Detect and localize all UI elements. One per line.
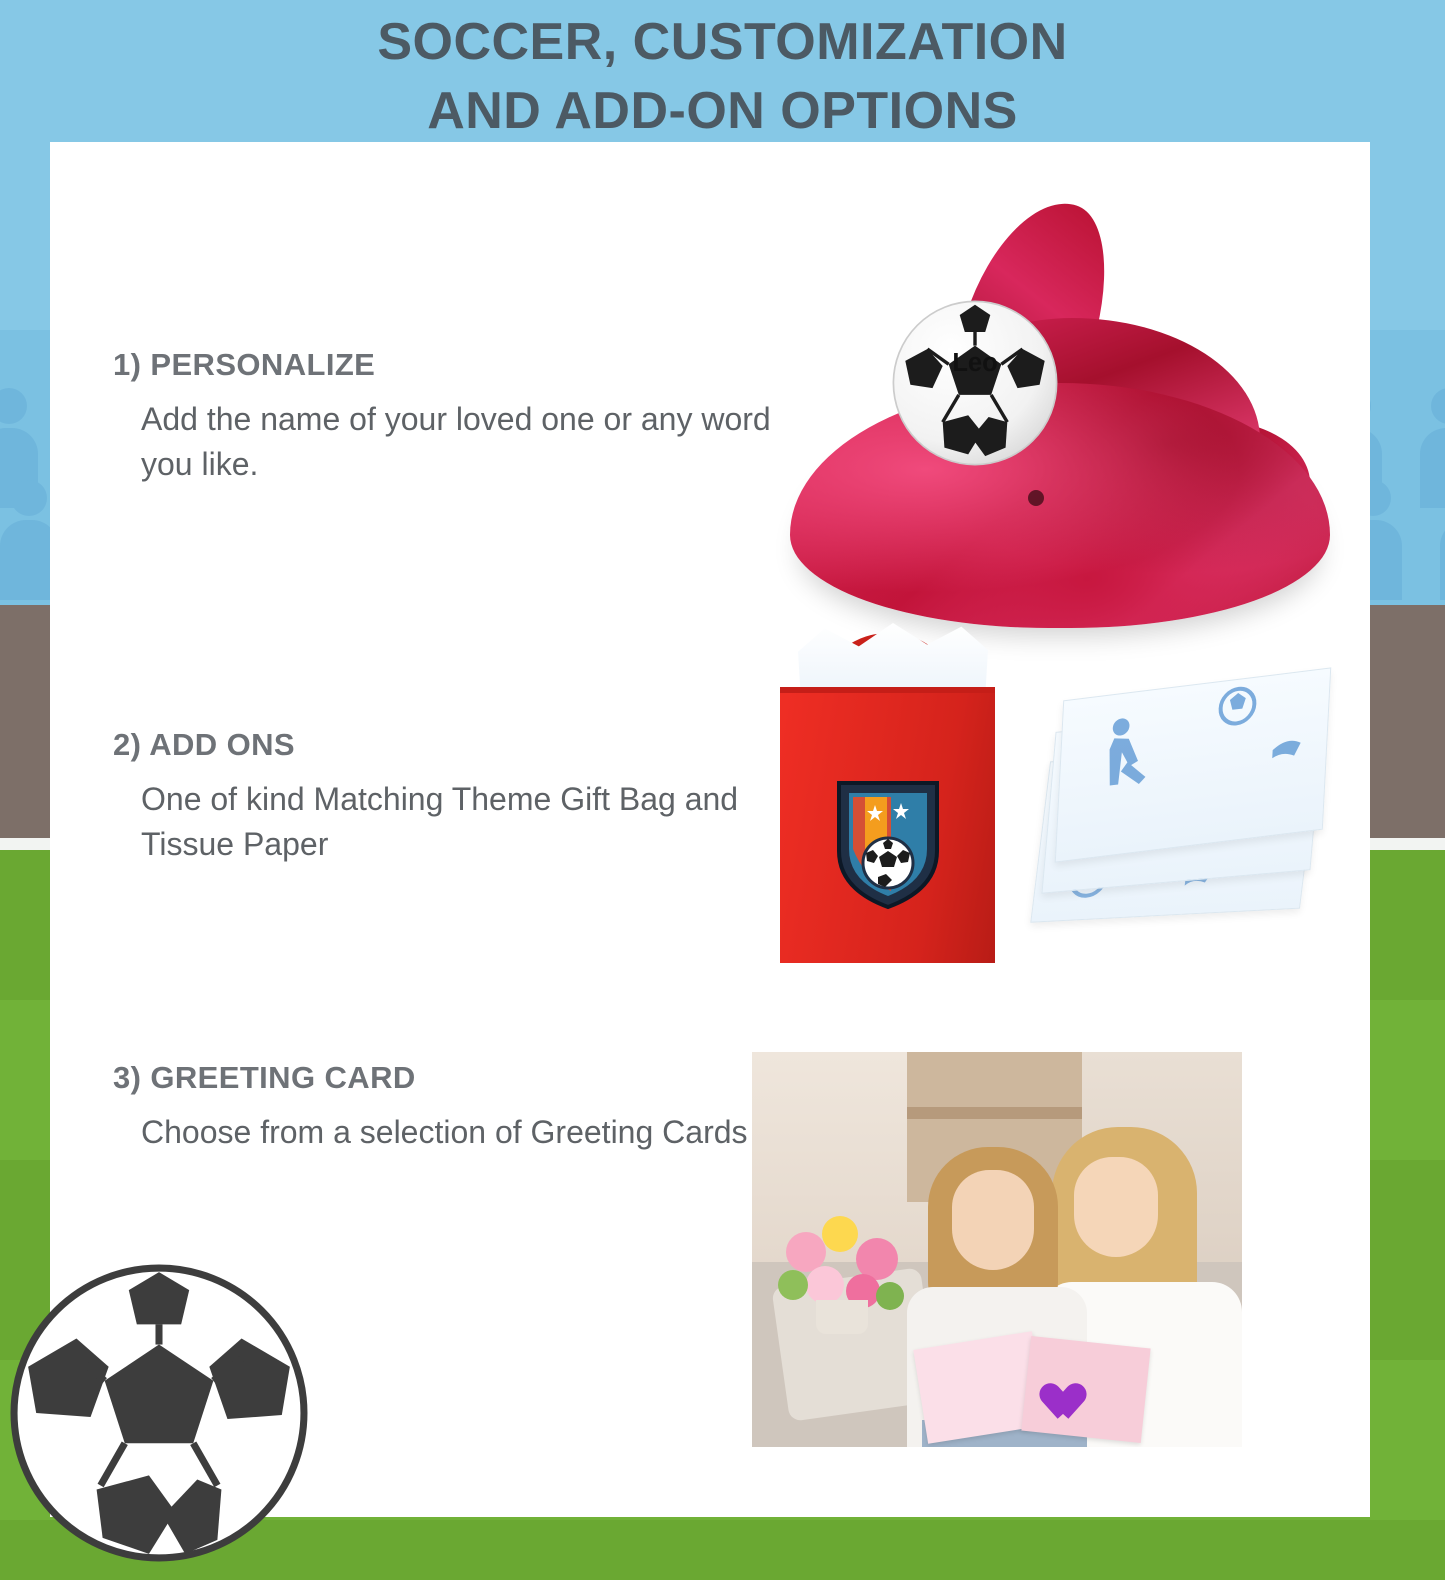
step-personalize — [113, 347, 781, 488]
step-add-ons — [113, 727, 781, 868]
step-personalize-body: Add the name of your loved one or any word you like. — [141, 401, 771, 483]
soccer-crest-icon — [835, 779, 941, 911]
page-title — [0, 8, 1445, 145]
ball-name-text: Leo — [952, 349, 998, 378]
gift-bag — [780, 693, 995, 963]
step-greeting-card-heading: 3) GREETING CARD — [113, 1060, 416, 1095]
step-add-ons-heading: 2) ADD ONS — [113, 727, 295, 762]
personalized-plush-image — [770, 168, 1340, 638]
page-title-line-2: AND ADD-ON OPTIONS — [427, 81, 1018, 140]
tissue-sheet — [1055, 667, 1331, 862]
photo-flower-bouquet — [772, 1212, 922, 1332]
tissue-paper-stack — [1040, 675, 1340, 905]
gift-bag-and-tissue-image — [720, 615, 1340, 1005]
photo-mother-face — [1074, 1157, 1158, 1257]
step-add-ons-body: One of kind Matching Theme Gift Bag and Tissue Paper — [141, 781, 739, 863]
tissue-print — [1056, 669, 1330, 862]
step-greeting-card-body: Choose from a selection of Greeting Cards — [141, 1114, 748, 1150]
heart-icon — [1052, 1370, 1094, 1408]
soccer-ball-icon — [8, 1262, 310, 1564]
step-personalize-heading: 1) PERSONALIZE — [113, 347, 376, 382]
plush-eye — [1028, 490, 1044, 506]
photo-shelf-board — [907, 1107, 1082, 1119]
photo-girl-face — [952, 1170, 1034, 1270]
crowd-person — [1440, 480, 1445, 600]
page-title-line-1: SOCCER, CUSTOMIZATION — [377, 13, 1068, 71]
personalized-soccer-ball — [890, 298, 1060, 468]
greeting-card-photo — [752, 1052, 1242, 1447]
step-greeting-card — [113, 1060, 748, 1155]
